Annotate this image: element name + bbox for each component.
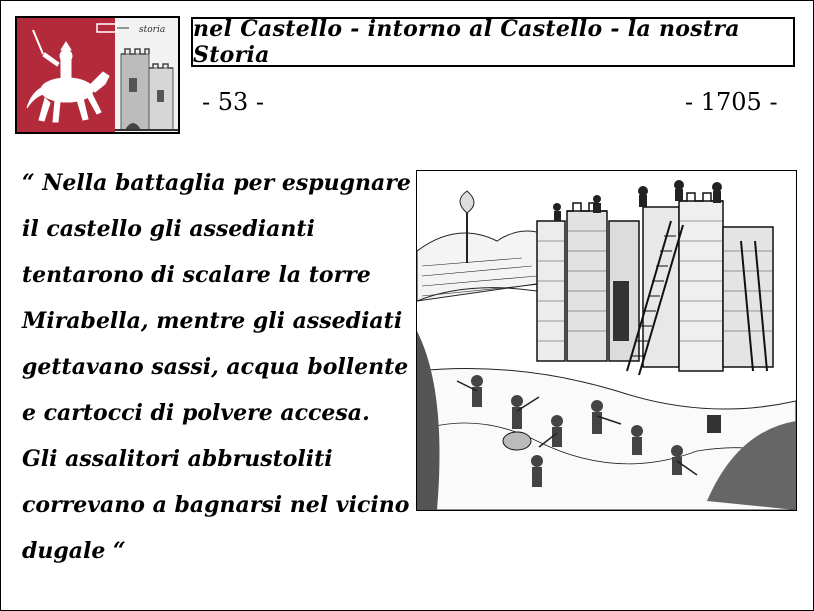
quote-line: tentarono di scalare la torre: [22, 262, 371, 288]
quote-line: dugale “: [22, 538, 126, 564]
quote-line: e cartocci di polvere accesa.: [22, 400, 370, 426]
knight-on-horse-icon: [17, 18, 178, 132]
castle-siege-engraving-icon: [417, 171, 796, 510]
page-title: nel Castello - intorno al Castello - la nostra Storia: [193, 16, 740, 68]
quote-text: [22, 160, 411, 574]
year-label: - 1705 -: [685, 88, 778, 116]
quote-line: Gli assalitori abbrustoliti: [22, 446, 333, 472]
quote-line: gettavano sassi, acqua bollente: [22, 354, 409, 380]
quote-line: il castello gli assedianti: [22, 216, 315, 242]
quote-line: Mirabella, mentre gli assediati: [22, 308, 403, 334]
logo-caption: storia: [139, 25, 166, 35]
castle-logo: [15, 16, 180, 134]
page-number: - 53 -: [202, 88, 265, 116]
siege-illustration: [416, 170, 797, 511]
quote-line: “ Nella battaglia per espugnare: [22, 170, 411, 196]
header-banner: [191, 17, 795, 67]
quote-line: correvano a bagnarsi nel vicino: [22, 492, 410, 518]
